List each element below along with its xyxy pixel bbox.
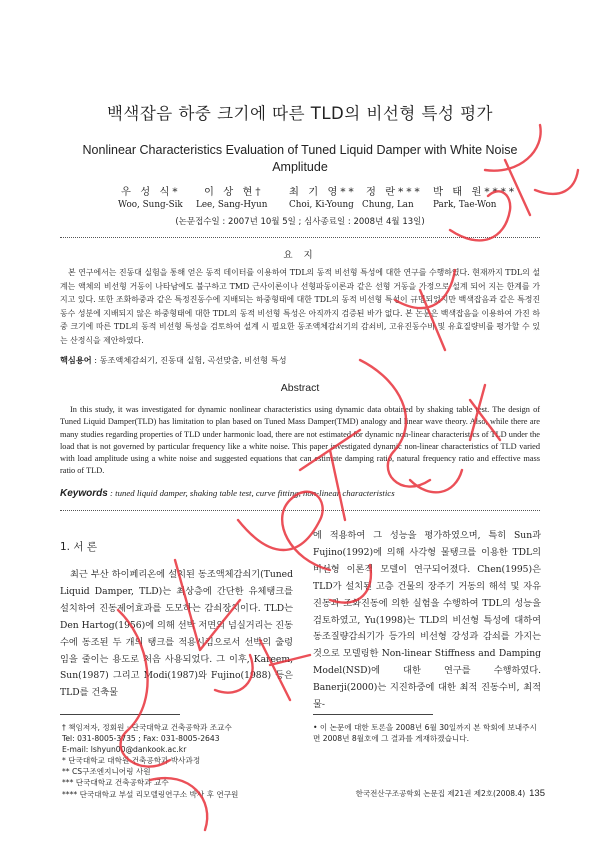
received-dates: (논문접수일 : 2007년 10월 5일 ; 심사종료일 : 2008년 4월 13일) [175,217,425,227]
abstract-divider [60,510,540,511]
keywords-english [60,488,540,499]
abstract-english-heading: Abstract [280,382,320,394]
footnote-line: E-mail: lshyun00@dankook.ac.kr [62,745,187,755]
journal-citation: 한국전산구조공학회 논문집 제21권 제2호(2008.4) [355,789,526,798]
author-4-korean: 정 란*** [366,186,423,198]
abstract-korean-heading: 요 지 [283,250,317,261]
keywords-korean-text: : 동조액체감쇠기, 진동대 실험, 곡선맞춤, 비선형 특성 [91,355,287,365]
keywords-english-label: Keywords [60,488,108,499]
author-4-english: Chung, Lan [362,200,414,210]
footnote-line: Tel: 031-8005-3735 ; Fax: 031-8005-2643 [62,734,220,744]
author-5-korean: 박 태 원**** [433,186,517,198]
paper-title-english: Nonlinear Characteristics Evaluation of Tuned Liquid Damper with White Noise Amplitude [82,143,518,174]
author-3-korean: 최 기 영** [289,186,357,198]
author-1-english: Woo, Sung-Sik [118,200,183,210]
abstract-english: In this study, it was investigated for dynamic nonlinear characteristics using dynamic data obtained by shaking table test. The design of Tuned Liquid Damper(TLD) has limitation to plan based on Tuned Mass Damper(TMD) analogy and linear wave theory. Also, while there are many studies regarding properties of TLD under harmonic load, there are not estimated for dynamic non-linear characteristics of TLD under the load that is not governed by particular frequency like a white noise. This paper investigated dynamic non-linear characteristics of TLD varied with load amplitude using a white noise and suggested equations that can estimate damping ratio, natural frequency ratio and effective mass ratio of TLD. [60,405,540,476]
footnote-line: ** CS구조엔지니어링 사원 [62,767,151,777]
page-footer [300,788,545,799]
footnote-line: * 단국대학교 대학원 건축공학과 박사과정 [62,756,201,766]
author-2-english: Lee, Sang-Hyun [196,200,268,210]
keywords-english-text: : tuned liquid damper, shaking table test, curve fitting, non-linear characteristics [107,488,395,498]
footnote-rule-right [313,714,433,715]
keywords-korean-label: 핵심용어 [60,355,92,365]
abstract-korean: 본 연구에서는 진동대 실험을 통해 얻은 동적 데이터를 이용하여 TDL의 동적 비선형 특성에 대한 연구를 수행하였다. 현재까지 TDL의 설계는 액체의 비선형 거동이 나타남에도 불구하고 TMD 근사이론이나 선형파동이론과 같은 선형 거동을 가정으로 설계 되어 지는 한계를 가지고 있다. 또한 조화하중과 같은 특정진동수에 지배되는 하중형태에 대한 TDL의 동적 비선형 특성이 규명되었지만 백색잡음과 같은 특정진동수 성분에 지배되지 않은 하중형태에 대한 TDL의 동적 비선형 특성은 아직까지 검증된 바가 없다. 본 논문은 백색잡음을 이용하여 가진 하중 크기에 따른 TDL의 동적 비선형 특성을 검토하여 설계 시 필요한 동조액체감쇠기의 감쇠비, 고유진동수비 및 유효질량비를 평가할 수 있는 산정식을 제안하였다. [60,268,540,345]
keywords-korean [60,355,540,366]
author-3-english: Choi, Ki-Young [289,200,354,210]
author-5-english: Park, Tae-Won [433,200,497,210]
footnote-line: **** 단국대학교 부설 리모델링연구소 박사 후 연구원 [62,789,239,799]
header-divider [60,237,540,238]
body-text-right-column: 에 적용하여 그 성능을 평가하였으며, 특히 Sun과 Fujino(1992)에 의해 사각형 물탱크를 이용한 TDL의 비선형 이론적 모델이 연구되어졌다. Chen(1995)은 TLD가 설치된 고층 건물의 장주기 거동의 해석 및 자유진동과 조화진동에 의한 실험을 수행하여 TDL의 성능을 검토하였고, Yu(1998)는 TLD의 비선형 특성에 대하여 동조질량감쇠기가 등가의 비선형 강성과 감쇠를 가지는 것으로 모델링한 Non-linear Stiffness and Damping Model(NSD)에 대한 연구를 수행하였다. Banerji(2000)는 지진하중에 대한 최적 진동수비, 최적 물- [313,530,541,711]
footnote-rule-left [60,714,180,715]
footnote-line: † 책임저자, 정회원 · 단국대학교 건축공학과 조교수 [62,723,232,732]
author-2-korean: 이 상 현† [204,186,264,198]
paper-title-korean: 백색잡음 하중 크기에 따른 TLD의 비선형 특성 평가 [106,104,494,123]
author-footnotes [62,722,302,800]
discussion-footnote: • 이 논문에 대한 토론을 2008년 6월 30일까지 본 학회에 보내주시면 2008년 8월호에 그 결과를 게재하겠습니다. [313,723,537,744]
body-text-left-column: 최근 부산 하이페리온에 설치된 동조액체감쇠기(Tuned Liquid Damper, TLD)는 최상층에 간단한 유체탱크를 설치하여 진동제어효과를 도모하는 감쇠장치이다. TLD는 Den Hartog(1956)에 의해 선박 저면의 넘실거리는 진동수에 동조된 두 개의 탱크를 적용시킴으로서 선박의 출렁임을 줄이는 용도로 처음 사용되었다. 그 이후, Kareem, Sun(1987) 그리고 Modi(1987)와 Fujino(1988) 등은 TLD를 건축물 [60,569,293,699]
section-1-heading: 1. 서 론 [60,541,97,553]
footnote-line: *** 단국대학교 건축공학과 교수 [62,778,169,788]
author-1-korean: 우 성 식* [121,186,181,198]
page-number: 135 [529,788,545,799]
